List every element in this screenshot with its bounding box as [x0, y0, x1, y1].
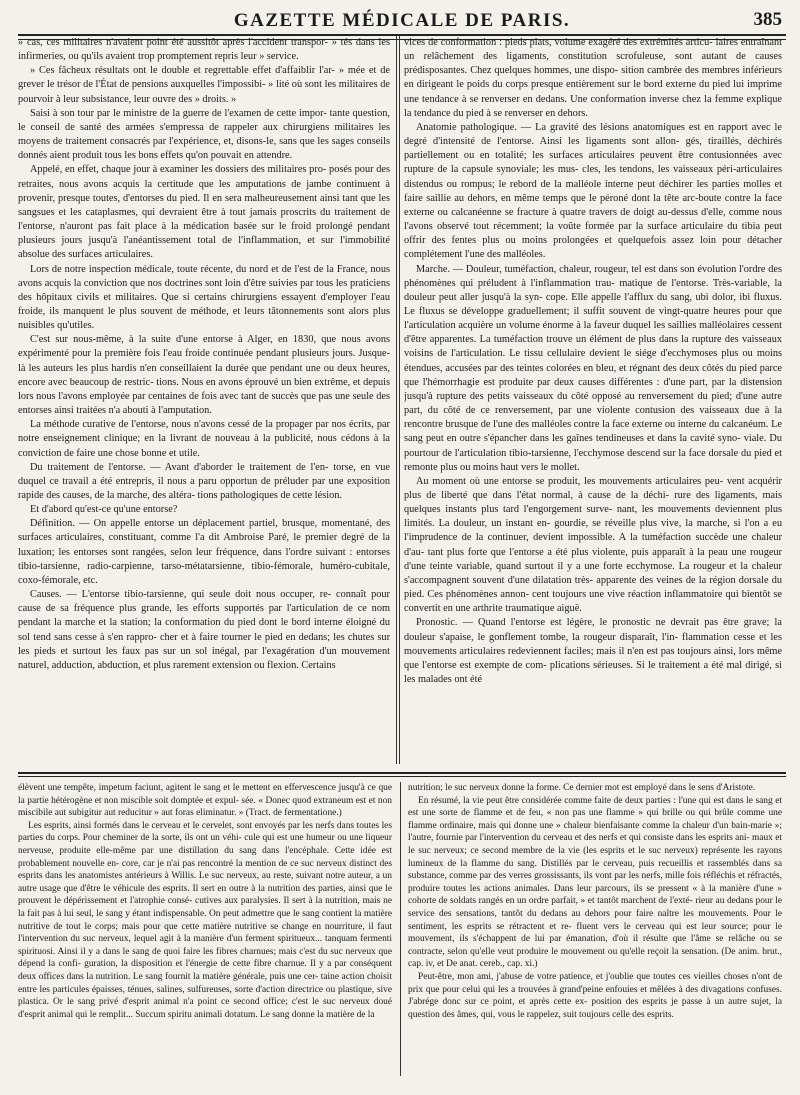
paragraph: En résumé, la vie peut être considérée comme faite de deux parties : l'une qui est dans le sang et est une sorte de flamme et de feu, « non pas une flamme » qui brille ou qui brûle comme une flamme ordinaire, mais qui donne une » chaleur bienfaisante comme la chaleur d'un bain-marie »; l'autre, fournie par l'intervention du cerveau et des nerfs et qui consiste dans les esprits ani- maux et le suc nerveux; ce second membre de la vie (les esprits et le suc nerveux) représente les rayons lumineux de la flamme du sang. Distillés par le cerveau, puis recueillis et rassemblés dans sa substance, comme par des verres grossissants, ils vont par les nerfs, mille fois réfléchis et réfractés, produire toutes les actions animales. Dans leur parcours, ils se pressent « à la manière d'une » cohorte de soldats rangés en un ordre parfait, » et tantôt marchent de l'exté- rieur au dedans pour le service des sensations, tantôt du dedans au dehors pour faire naître les mouvements. Pour le sentiment, les esprits se rétractent et re- fluent vers le cerveau qui est leur source; pour le mouvement, ils s'échappent de lui par émanation, d'où il résulte que l'âme se relâche ou se contracte, selon qu'elle veut produire le mouvement ou qu'elle reçoit la sensation. (De anim. brut., cap. iv, et De anat. cereb., cap. xi.): [408, 795, 782, 970]
upper-right-column: [404, 36, 782, 766]
paragraph: nutrition; le suc nerveux donne la forme. Ce dernier mot est employé dans le sens d'Aristote.: [408, 783, 756, 793]
section-definition: Définition. — On appelle entorse un déplacement partiel, brusque, momentané, des surfaces articulaires, constituant, comme l'a dit Ambroise Paré, le premier degré de la luxation; les entorses sont rangées, selon leur fréquence, dans l'ordre suivant : entorses tibio-tarsienne, radio-carpienne, tarso-métatarsienne, tibio-fémorale, huméro-cubitale, coxo-fémorale, etc.: [18, 518, 390, 586]
section-causes: Causes. — L'entorse tibio-tarsienne, qui seule doit nous occuper, re- connaît pour cause de sa fréquence plus grande, les efforts supportés par l'articulation de ce nom pendant la marche et la station; la conformation du pied dont le bord interne éloigné du sol tend sans cesse à s'en rappro- cher et à faire tourner le pied en dedans; les chutes sur les pieds et surtout les faux pas sur un sol inégal, par l'exagération d'un mouvement naturel, adduction, abduction, et plus rarement extension ou flexion. Certains: [18, 589, 390, 671]
paragraph: élèvent une tempête, impetum faciunt, agitent le sang et le mettent en effervescence jusqu'à ce que la partie hétérogène et non miscible soit domptée et expul- sée. « Donec quod extraneum est et non miscibile aut subigitur aut reducitur » aut foras eliminatur. » (Tract. de fermentatione.): [18, 783, 392, 819]
paragraph: Les esprits, ainsi formés dans le cerveau et le cervelet, sont envoyés par les nerfs dans toutes les parties du corps. Pour cheminer de la sorte, ils ont un véhi- cule qui est une humeur ou une liqueur nerveuse, produite elle-même par une distillation du sang dans l'encéphale. Cette idée est probablement nouvelle en- core, car je n'ai pas rencontré la mention de ce suc nerveux distinct des esprits dans les anatomistes antérieurs à Willis. Le suc nerveux, au reste, suivant notre auteur, a un autre usage que d'être le véhicule des esprits. Il sert en outre à la nutrition des parties, ainsi que le prouvent le dépérissement et l'atrophie consé- cutives aux paralysies. Il sert à la nutrition, mais ne la fait pas à lui seul, le sang y étant indispensable. On peut admettre que le sang contient la matière nutritive de tout le corps; mais pour que cette matière nutritive se change en nourriture, il faut l'intervention du suc nerveux, lequel agit à la manière d'un ferment spiritueux... tanquam fermenti spirituosi. Ainsi il y a dans le sang de quoi faire les fibres charnues; mais c'est du suc nerveux que dépend la confi- guration, la disposition et l'énergie de cette fibre charnue. Il y a par conséquent deux offices dans la nutrition. Le sang fournit la matière générale, puis une cer- taine action choisit entre les particules épaisses, ténues, salines, sulfureuses, sorte d'action directrice ou plastique, sive plastica. Or le sang privé d'esprit animal n'a point ce second office; c'est le suc nerveux doué d'esprit animal qui le remplit... Succum spiritu animali dotatum. Le sang donne la matière de la: [18, 820, 392, 1020]
feuilleton-separator: [18, 772, 786, 774]
feuilleton-separator-thin: [18, 776, 786, 777]
paragraph: vices de conformation : pieds plats, volume exagéré des extrémités articu- laires entraînant un relâchement des ligaments, constitution scrofuleuse, sont autant de causes prédisposantes. Chez quelques hommes, une dispo- sition cambrée des membres inférieurs en dirigeant le poids du corps presque entièrement sur le bord externe du pied lui imprime une tendance à se renverser en dedans. Une conformation inverse chez la femme explique la tendance du pied à se renverser en dehors.: [404, 37, 782, 119]
paragraph: Peut-être, mon ami, j'abuse de votre patience, et j'oublie que toutes ces vieilles choses n'ont de prix que pour celui qui les a trouvées à grand'peine enfouies et mêlées à des divagations confuses. J'abrége donc sur ce point, et après cette ex- position des esprits je passe à un autre sujet, la question des âmes, qui, vous le rappelez, suit toujours celle des esprits.: [408, 971, 782, 1020]
lower-feuilleton: [18, 782, 786, 1078]
paragraph: La méthode curative de l'entorse, nous n'avons cessé de la propager par nos écrits, par notre enseignement clinique; en la livrant de nouveau à la publicité, nous cédons à la conviction de faire une chose bonne et utile.: [18, 419, 390, 459]
paragraph: » cas, ces militaires n'avaient point été aussitôt après l'accident transpor- » tés dans les infirmeries, ou qu'ils avaient trop promptement repris leur » service.: [18, 37, 390, 63]
upper-left-column: [18, 36, 390, 766]
section-marche: Marche. — Douleur, tuméfaction, chaleur, rougeur, tel est dans son évolution l'ordre des phénomènes qui préludent à l'inflammation trau- matique de l'entorse. Très-variable, la douleur peut aller jusqu'à la syn- cope. Elle appelle l'afflux du sang, ubi dolor, ibi fluxus. Le fluxus se développe graduellement; il suffit souvent de vingt-quatre heures pour que l'articulation acquière un volume énorme à la faveur duquel les saillies malléolaires cessent d'être apparentes. La tuméfaction trouve un élément de plus dans la rupture des vaisseaux voisins de l'articulation. Le tissu cellulaire devient le siége d'ecchymoses plus ou moins étendues, accusées par des teintes colorées en bleu, et régnant des deux côtés du pied parce que l'hémorrhagie est produite par deux causes différentes : d'une part, par la distension jusqu'à rupture des petits vaisseaux du côté opposé au renversement du pied; d'une autre part, du côté de ce renversement, par une violente contusion des vaisseaux due à la rencontre brusque de l'une des malléoles contre la face externe ou interne du calcanéum. Le sang peut en outre s'épancher dans les gaînes tendineuses et dans la cavité syno- viale. Du pourtour de l'articulation tibio-tarsienne, l'ecchymose descend sur la face dorsale du pied et remonte plus ou moins haut vers le mollet.: [404, 263, 782, 473]
upper-article: [18, 36, 786, 766]
paragraph: Saisi à son tour par le ministre de la guerre de l'examen de cette impor- tante question, le conseil de santé des armées s'empressa de rappeler aux chirurgiens militaires les moyens de traitement consacrés par l'expérience, et, disons-le, sans que les sages conseils donnés aient produit tous les bons effets qu'on pouvait en attendre.: [18, 107, 390, 162]
paragraph: » Ces fâcheux résultats ont le double et regrettable effet d'affaiblir l'ar- » mée et de grever le trésor de l'État de pensions auxquelles l'impossibi- » lité où sont les militaires de pourvoir à leur subsistance, leur ouvre des » droits. »: [18, 65, 390, 105]
lower-left-column: [18, 782, 392, 1078]
lower-right-column: [408, 782, 782, 1078]
paragraph: Lors de notre inspection médicale, toute récente, du nord et de l'est de la France, nous avons acquis la conviction que nos doctrines sont loin d'être suivies par tous les praticiens des hôpitaux civils et militaires. Que si certains chirurgiens essayent d'employer l'eau froide, ils manquent le plus souvent de méthode, et leurs tâtonnements sont alors plus nuisibles qu'utiles.: [18, 263, 390, 332]
paragraph: Appelé, en effet, chaque jour à examiner les dossiers des militaires pro- posés pour des retraites, nous avons acquis la certitude que les amputations de jambe continuent à provenir, presque toutes, d'entorses du pied. Il en sera malheureusement ainsi tant que les sangsues et les cataplasmes, qui devraient être à tout jamais proscrits du traitement de l'entorse, n'auront pas fait place à la médication basée sur le froid prolongé pendant plusieurs jours jusqu'à l'anéantissement total de l'inflammation, et sur l'immobilité absolue des surfaces articulaires.: [18, 164, 390, 261]
page-header: [18, 8, 786, 36]
section-pronostic: Pronostic. — Quand l'entorse est légère, le pronostic ne devrait pas être grave; la douleur s'apaise, le gonflement tombe, la rougeur disparaît, l'in- flammation cesse et les mouvements articulaires redeviennent faciles; mais il n'en est pas toujours ainsi, lors même que l'entorse est exempte de com- plications sérieuses. Si le traitement a été mal dirigé, si les malades ont été: [404, 617, 782, 686]
section-anatomie-pathologique: Anatomie pathologique. — La gravité des lésions anatomiques est en rapport avec le degré d'intensité de l'entorse. Ainsi les ligaments sont allon- gés, tiraillés, déchirés partiellement ou en totalité; les surfaces articulaires peuvent être contusionnées avec rupture de la capsule synoviale; les mus- cles, les tendons, les vaisseaux péri-articulaires distendus ou rompus; le rebord de la malléole interne peut déchirer les parties molles et faire saillie au dehors, en même temps que le péroné dont la tête arc-boute contre la face externe ou calcanéenne se fracture à quatre travers de doigt au-dessus d'elle, comme nous l'avons observé tout récemment; la voûte formée par la surface articulaire du tibia peut offrir des fentes plus ou moins prolongées et quelquefois assez loin pour détacher complétement l'une des malléoles.: [404, 121, 782, 261]
paragraph: Au moment où une entorse se produit, les mouvements articulaires peu- vent acquérir plus de liberté que dans l'état normal, à cause de la déchi- rure des ligaments, mais quelques instants plus tard l'engorgement surve- nant, les mouvements deviennent plus limités. La douleur, un instant en- gourdie, se réveille plus vive, la marche, si l'on a eu l'imprudence de la continuer, devient impossible. A la tuméfaction succède une chaleur d'au- tant plus forte que l'entorse a été plus violente, puis apparaît à la peau une rougeur d'une teinte variable, quand surtout il y a une forte ecchymose. La rougeur et la chaleur s'accompagnent souvent d'une dilatation très- apparente des veines de la région dorsale du pied. Ces phénomènes annon- cent toujours une vive réaction inflammatoire qui bientôt se convertit en une arthrite traumatique aiguë.: [404, 475, 782, 615]
journal-title: GAZETTE MÉDICALE DE PARIS.: [233, 10, 571, 31]
section-heading-traitement: Du traitement de l'entorse. — Avant d'aborder le traitement de l'en- torse, en vue duquel ce travail a été entrepris, il nous a paru opportun de préluder par une exposition rapide des causes, de la marche, des altéra- tions pathologiques de cette lésion.: [18, 461, 390, 501]
paragraph: Et d'abord qu'est-ce qu'une entorse?: [30, 504, 178, 516]
paragraph: C'est sur nous-même, à la suite d'une entorse à Alger, en 1830, que nous avons expérimenté pour la première fois l'eau froide continuée pendant plusieurs jours. Jusque-là les auteurs les plus hardis n'en conseillaient la durée que pendant une ou deux heures, encore avec beaucoup de restric- tions. Nous en avons éprouvé un bien extrême, et depuis lors nous l'avons employée par centaines de fois avec tant de succès que pas une seule des entorses ainsi traitées n'a abouti à l'amputation.: [18, 334, 390, 417]
page-number: 385: [753, 9, 782, 30]
